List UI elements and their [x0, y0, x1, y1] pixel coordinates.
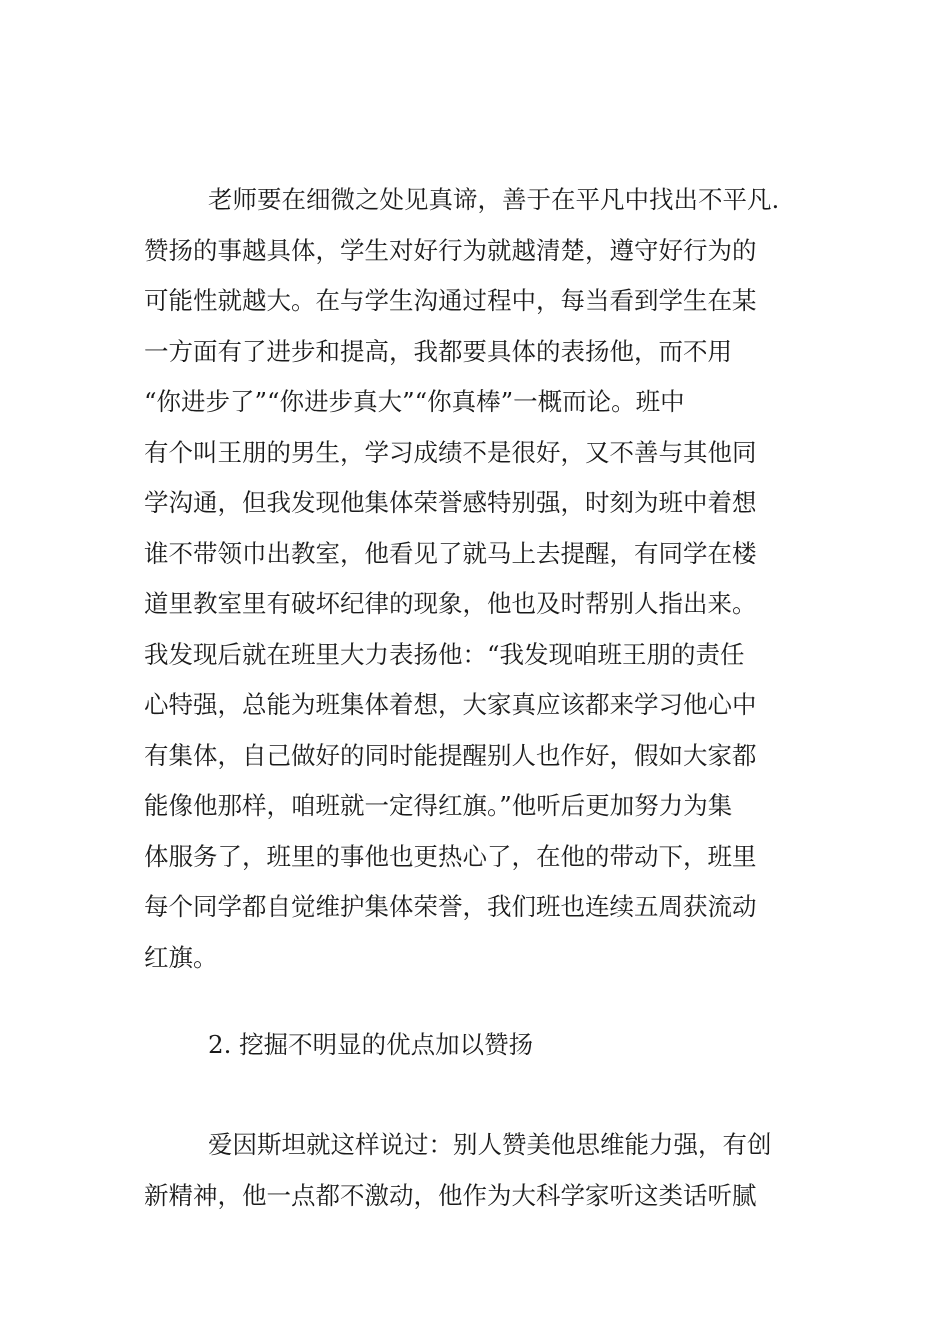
paragraph-line: 一方面有了进步和提高，我都要具体的表扬他，而不用 — [144, 336, 732, 366]
paragraph-praise-specific — [144, 175, 814, 983]
section-heading-text: 2. 挖掘不明显的优点加以赞扬 — [208, 1030, 534, 1059]
paragraph-line: 体服务了，班里的事他也更热心了，在他的带动下，班里 — [144, 841, 757, 871]
paragraph-line: 我发现后就在班里大力表扬他：“我发现咱班王朋的责任 — [144, 639, 745, 669]
section-heading — [144, 1020, 814, 1071]
paragraph-line: 可能性就越大。在与学生沟通过程中，每当看到学生在某 — [144, 286, 757, 315]
paragraph-line: 学沟通，但我发现他集体荣誉感特别强，时刻为班中着想 — [144, 488, 757, 517]
paragraph-line: 赞扬的事越具体，学生对好行为就越清楚，遵守好行为的 — [144, 235, 757, 265]
paragraph-line: 爱因斯坦就这样说过：别人赞美他思维能力强，有创 — [208, 1130, 772, 1159]
paragraph-line: 道里教室里有破坏纪律的现象，他也及时帮别人指出来。 — [144, 589, 757, 618]
paragraph-line: 新精神，他一点都不激动，他作为大科学家听这类话听腻 — [144, 1180, 757, 1210]
paragraph-line: 有个叫王朋的男生，学习成绩不是很好，又不善与其他同 — [144, 437, 757, 467]
paragraph-line: 老师要在细微之处见真谛，善于在平凡中找出不平凡. — [208, 185, 780, 214]
paragraph-line: 红旗。 — [144, 942, 218, 972]
paragraph-line: 谁不带领巾出教室，他看见了就马上去提醒，有同学在楼 — [144, 538, 757, 568]
paragraph-einstein — [144, 1120, 814, 1221]
paragraph-line: 有集体，自己做好的同时能提醒别人也作好，假如大家都 — [144, 740, 757, 770]
paragraph-line: 能像他那样，咱班就一定得红旗。”他听后更加努力为集 — [144, 791, 733, 820]
paragraph-line: 每个同学都自觉维护集体荣誉，我们班也连续五周获流动 — [144, 892, 757, 921]
paragraph-line: “你进步了”“你进步真大”“你真棒”一概而论。班中 — [144, 387, 685, 416]
paragraph-line: 心特强，总能为班集体着想，大家真应该都来学习他心中 — [144, 690, 757, 719]
